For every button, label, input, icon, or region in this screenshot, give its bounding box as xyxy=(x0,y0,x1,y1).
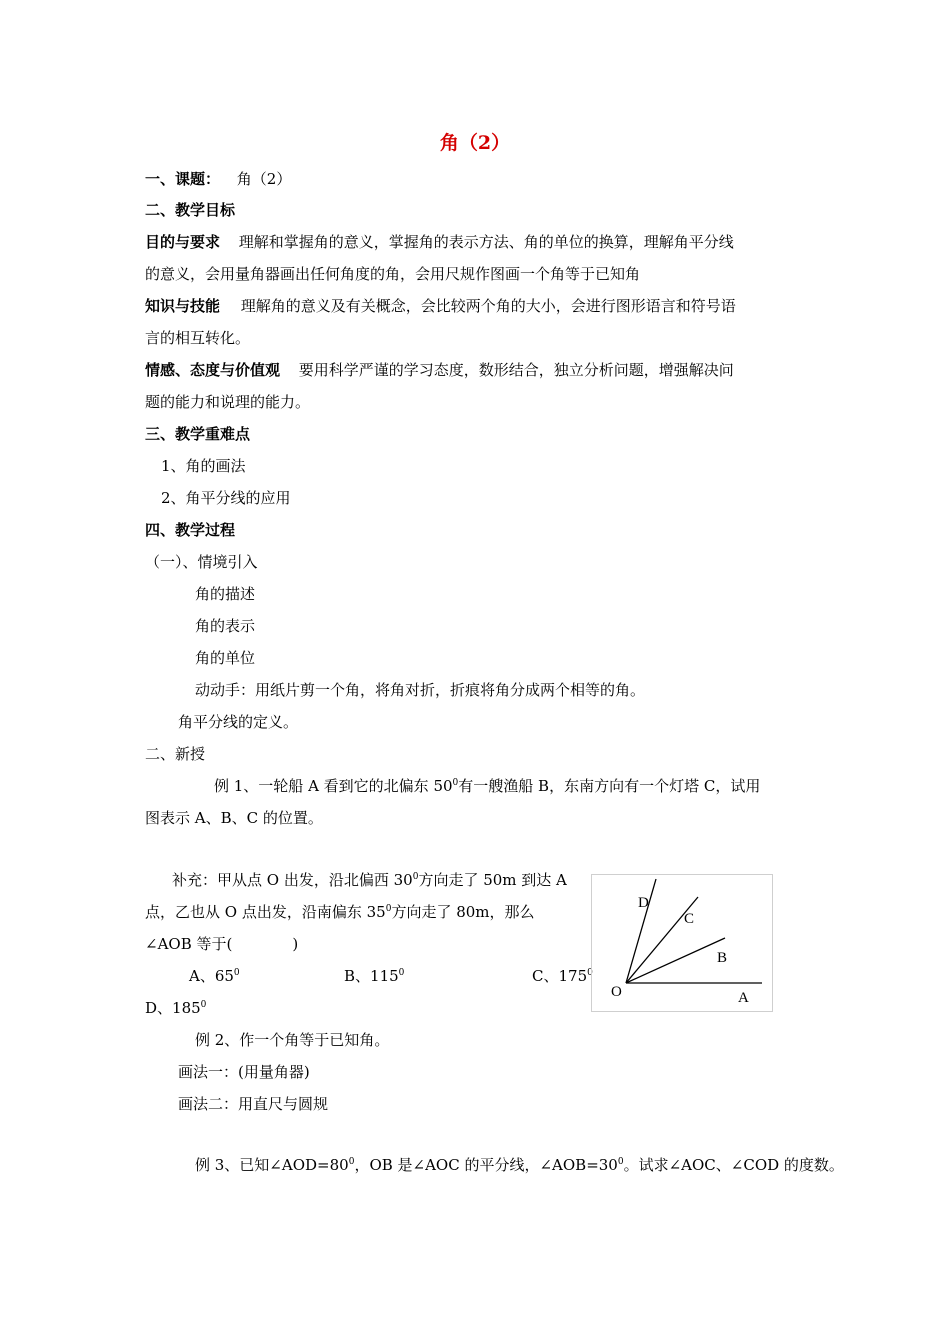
ray-ob xyxy=(626,938,728,983)
goal-purpose-label: 目的与要求 xyxy=(145,233,221,251)
section-topic xyxy=(145,169,291,189)
example3-line xyxy=(195,1155,844,1175)
option-a-text: A、65 xyxy=(189,967,234,985)
goal-purpose-line1 xyxy=(145,232,734,252)
intro-activity: 动动手：用纸片剪一个角，将角对折，折痕将角分成两个相等的角。 xyxy=(195,681,646,699)
section-keypoints-heading: 三、教学重难点 xyxy=(145,425,251,443)
goal-knowledge-line2: 言的相互转化。 xyxy=(145,329,251,347)
example1-text-b: 有一艘渔船 B，东南方向有一个灯塔 C，试用 xyxy=(458,777,761,795)
intro-item: 角的单位 xyxy=(195,649,256,667)
supplement-text-d: 方向走了 80m，那么 xyxy=(391,903,535,921)
example3-text-b: ，OB 是∠AOC 的平分线，∠AOB=30 xyxy=(354,1156,618,1174)
supplement-line2 xyxy=(145,902,535,922)
example1-line2: 图表示 A、B、C 的位置。 xyxy=(145,809,323,827)
option-c-text: C、175 xyxy=(532,967,588,985)
example2-line: 例 2、作一个角等于已知角。 xyxy=(195,1031,390,1049)
point-label-o: O xyxy=(611,984,622,1000)
example3-text-c: 。试求∠AOC、∠COD 的度数。 xyxy=(623,1156,844,1174)
supplement-line3: ∠AOB 等于( ) xyxy=(145,935,299,953)
new-lesson-heading: 二、新授 xyxy=(145,745,206,763)
option-b xyxy=(344,966,404,986)
point-label-b: B xyxy=(717,950,728,966)
degree-mark: 0 xyxy=(200,1000,207,1010)
goal-knowledge-text1: 理解角的意义及有关概念，会比较两个角的大小，会进行图形语言和符号语 xyxy=(240,297,736,315)
point-label-c: C xyxy=(684,911,695,927)
goal-attitude-line1 xyxy=(145,360,734,380)
degree-mark: 0 xyxy=(617,1157,624,1167)
section-topic-label: 一、课题： xyxy=(145,170,221,188)
option-b-text: B、115 xyxy=(344,967,399,985)
goal-purpose-line2: 的意义，会用量角器画出任何角度的角，会用尺规作图画一个角等于已知角 xyxy=(145,265,641,283)
section-goals-heading: 二、教学目标 xyxy=(145,201,236,219)
supplement-text-a: 补充：甲从点 O 出发，沿北偏西 30 xyxy=(172,871,413,889)
keypoint-item: 1、角的画法 xyxy=(161,457,246,475)
goal-attitude-line2: 题的能力和说理的能力。 xyxy=(145,393,311,411)
supplement-line1 xyxy=(172,870,567,890)
degree-mark: 0 xyxy=(412,872,419,882)
goal-attitude-label: 情感、态度与价值观 xyxy=(145,361,281,379)
section-topic-value: 角（2） xyxy=(236,170,292,188)
supplement-text-c: 点，乙也从 O 点出发，沿南偏东 35 xyxy=(145,903,386,921)
goal-knowledge-label: 知识与技能 xyxy=(145,297,221,315)
goal-knowledge-line1 xyxy=(145,296,736,316)
goal-purpose-text1: 理解和掌握角的意义，掌握角的表示方法、角的单位的换算，理解角平分线 xyxy=(238,233,734,251)
goal-attitude-text1: 要用科学严谨的学习态度，数形结合，独立分析问题，增强解决问 xyxy=(298,361,734,379)
example1-text-a: 例 1、一轮船 A 看到它的北偏东 50 xyxy=(214,777,453,795)
angle-figure xyxy=(591,874,773,1012)
point-label-a: A xyxy=(738,990,749,1006)
degree-mark: 0 xyxy=(398,968,405,978)
degree-mark: 0 xyxy=(452,778,459,788)
example2-method1: 画法一：(用量角器) xyxy=(178,1063,310,1081)
example1-line1 xyxy=(214,776,760,796)
document-title: 角（2） xyxy=(439,132,511,154)
intro-item: 角的表示 xyxy=(195,617,256,635)
option-a xyxy=(189,966,240,986)
degree-mark: 0 xyxy=(385,904,392,914)
intro-item: 角的描述 xyxy=(195,585,256,603)
example3-text-a: 例 3、已知∠AOD=80 xyxy=(195,1156,349,1174)
intro-definition: 角平分线的定义。 xyxy=(178,713,299,731)
option-d xyxy=(145,998,206,1018)
option-d-text: D、185 xyxy=(145,999,201,1017)
intro-heading: （一）、情境引入 xyxy=(145,553,258,571)
point-label-d: D xyxy=(638,895,649,911)
degree-mark: 0 xyxy=(233,968,240,978)
degree-mark: 0 xyxy=(348,1157,355,1167)
supplement-text-b: 方向走了 50m 到达 A xyxy=(418,871,567,889)
keypoint-item: 2、角平分线的应用 xyxy=(161,489,291,507)
option-c xyxy=(532,966,593,986)
example2-method2: 画法二：用直尺与圆规 xyxy=(178,1095,329,1113)
section-process-heading: 四、教学过程 xyxy=(145,521,236,539)
degree-mark: 0 xyxy=(587,968,593,978)
